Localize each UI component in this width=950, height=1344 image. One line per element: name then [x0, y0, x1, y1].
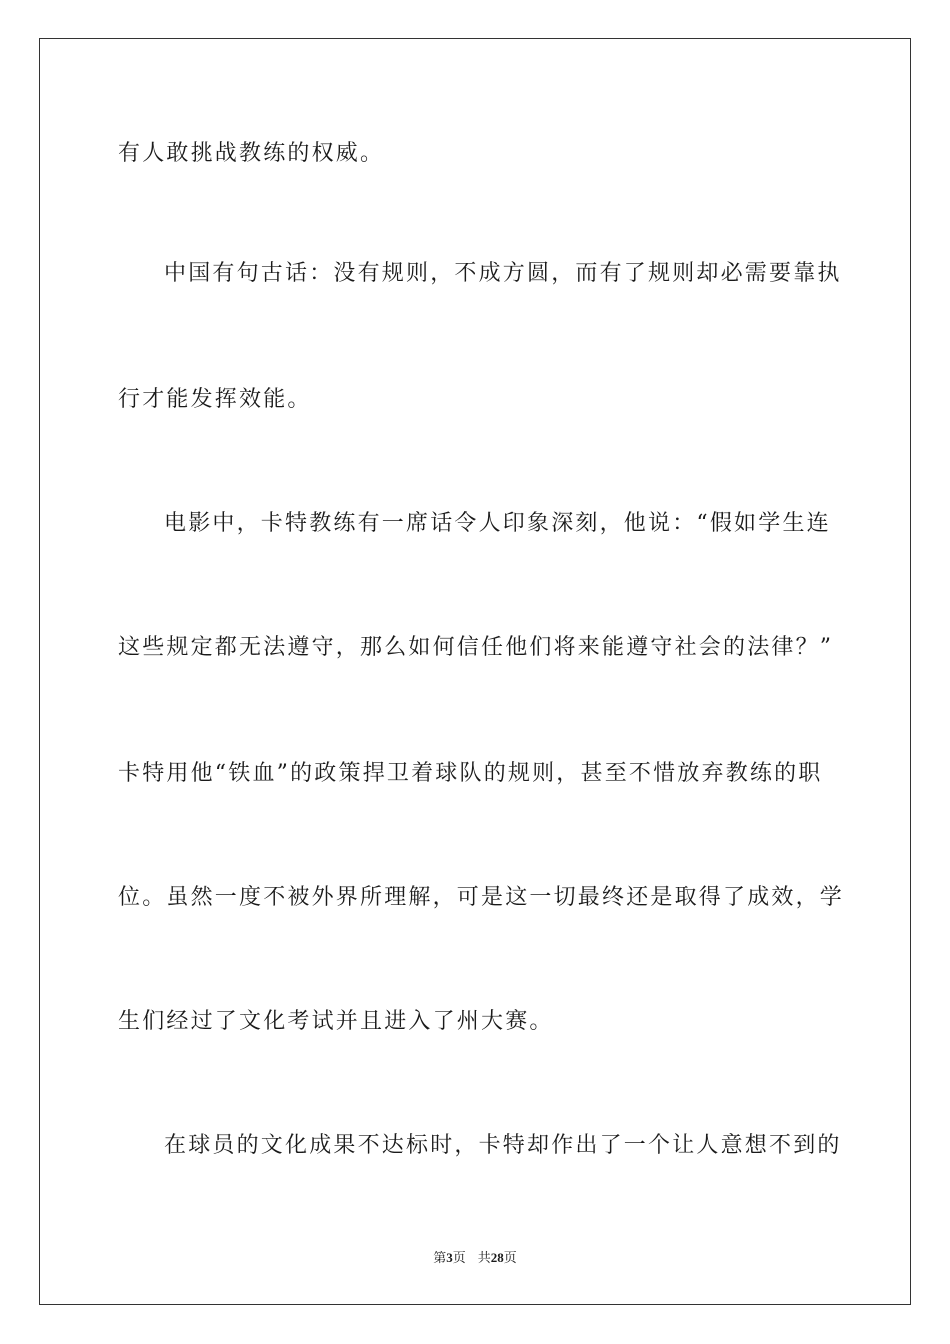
total-pages: 28 [490, 1250, 504, 1265]
total-prefix: 共 [477, 1251, 491, 1266]
text-line: 行才能发挥效能。 [118, 387, 312, 412]
paragraph-first-line: 在球员的文化成果不达标时，卡特却作出了一个让人意想不到的 [164, 1133, 842, 1158]
text-line: 位。虽然一度不被外界所理解，可是这一切最终还是取得了成效，学 [118, 885, 845, 910]
paragraph-first-line: 中国有句古话：没有规则，不成方圆，而有了规则却必需要靠执 [164, 261, 842, 286]
page-suffix: 页 [452, 1251, 466, 1266]
paragraph-first-line: 电影中，卡特教练有一席话令人印象深刻，他说：“假如学生连 [164, 511, 831, 536]
text-line: 卡特用他“铁血”的政策捍卫着球队的规则，甚至不惜放弃教练的职 [118, 761, 823, 786]
page-border [39, 38, 911, 1305]
page-footer [0, 1250, 950, 1267]
text-line: 这些规定都无法遵守，那么如何信任他们将来能遵守社会的法律？” [118, 635, 834, 660]
text-line: 有人敢挑战教练的权威。 [118, 141, 385, 166]
text-line: 生们经过了文化考试并且进入了州大赛。 [118, 1009, 554, 1034]
total-suffix: 页 [503, 1251, 517, 1266]
page-prefix: 第 [433, 1251, 447, 1266]
page-number: 3 [446, 1250, 453, 1265]
